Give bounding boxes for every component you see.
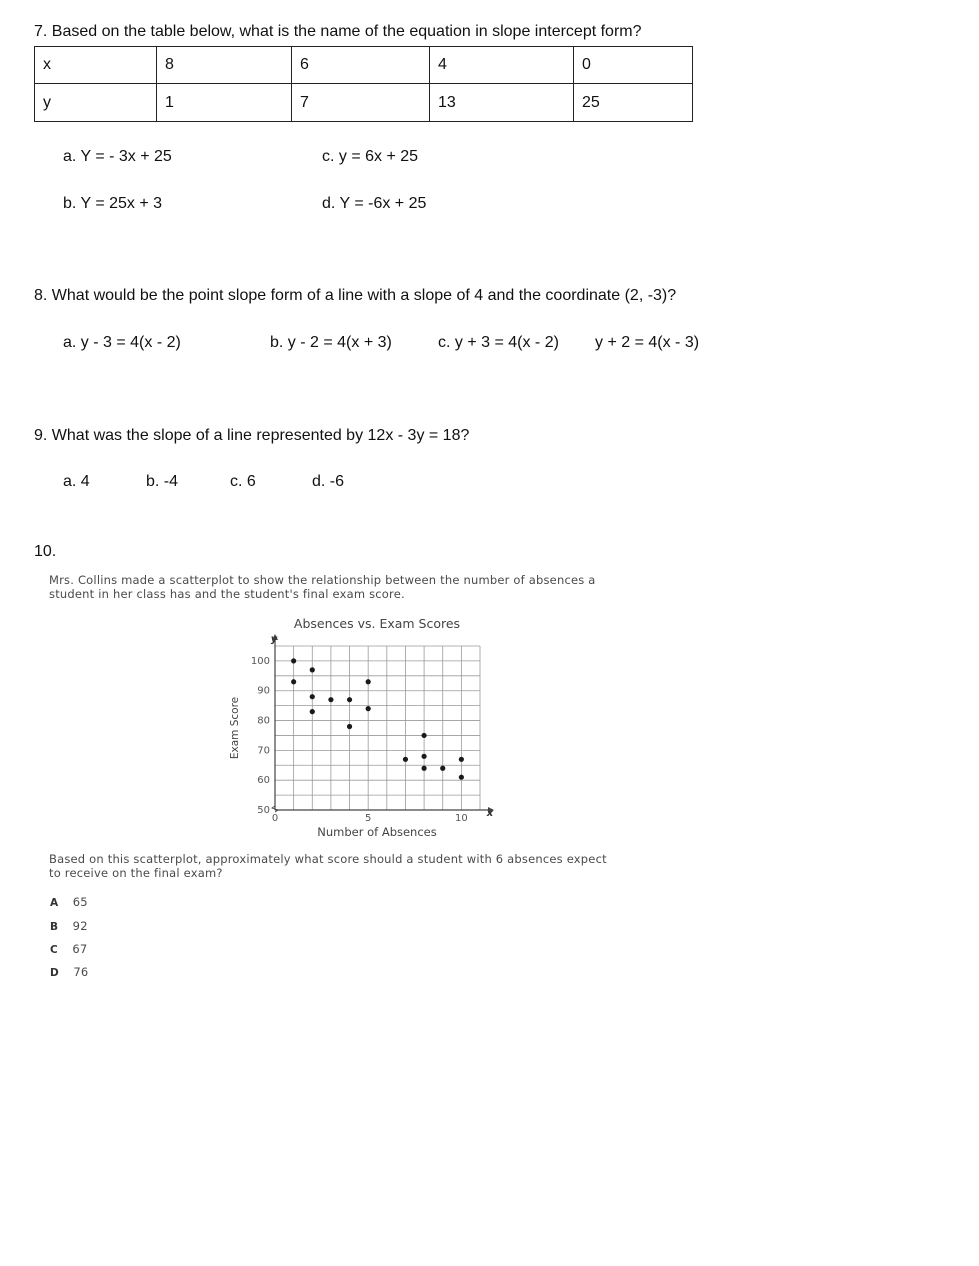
- chart-title: Absences vs. Exam Scores: [293, 616, 461, 631]
- q8-option-a: a. y - 3 = 4(x - 2): [63, 334, 181, 351]
- q7-option-b: b. Y = 25x + 3: [63, 195, 163, 212]
- x-axis-label: Number of Absences: [317, 825, 437, 839]
- grid: [275, 646, 480, 810]
- data-point: [291, 658, 296, 663]
- y-axis-letter: y: [270, 634, 278, 645]
- table-row: [35, 47, 693, 84]
- table-cell: y: [35, 84, 157, 122]
- data-point: [403, 757, 408, 762]
- data-point: [421, 766, 426, 771]
- option-value: 92: [72, 919, 88, 933]
- table-cell: 4: [430, 47, 574, 84]
- q9-option-d: d. -6: [312, 473, 345, 490]
- option-letter: D: [50, 967, 59, 979]
- y-tick-label: 100: [250, 655, 270, 667]
- q8-question: 8. What would be the point slope form of a line with a slope of 4 and the coordinate (2, -3)?: [34, 287, 677, 304]
- q9-option-c: c. 6: [230, 473, 256, 490]
- option-letter: C: [50, 944, 58, 956]
- data-point: [310, 694, 315, 699]
- table-cell: x: [35, 47, 157, 84]
- option-letter: A: [50, 897, 59, 909]
- q10-number: 10.: [34, 543, 57, 560]
- data-point: [291, 679, 296, 684]
- q7-table: [34, 46, 693, 122]
- q10-intro-line2: student in her class has and the student's final exam score.: [49, 587, 405, 601]
- scatterplot: [220, 610, 510, 845]
- q7-question: 7. Based on the table below, what is the name of the equation in slope intercept form?: [34, 23, 642, 40]
- q7-option-d: d. Y = -6x + 25: [322, 195, 427, 212]
- table-cell: 8: [157, 47, 292, 84]
- x-tick-label: 5: [364, 813, 372, 824]
- data-point: [328, 697, 333, 702]
- option-value: 67: [72, 942, 88, 956]
- y-tick-label: 70: [257, 745, 270, 757]
- data-point: [347, 724, 352, 729]
- option-value: 65: [72, 895, 88, 909]
- data-point: [459, 775, 464, 780]
- q9-option-b: b. -4: [146, 473, 179, 490]
- data-point: [347, 697, 352, 702]
- q8-option-b: b. y - 2 = 4(x + 3): [270, 334, 392, 351]
- data-point: [310, 667, 315, 672]
- q10-option-d: [50, 963, 88, 981]
- y-tick-label: 50: [257, 805, 270, 816]
- data-point: [440, 766, 445, 771]
- q8-option-c: c. y + 3 = 4(x - 2): [438, 334, 559, 351]
- table-cell: 6: [292, 47, 430, 84]
- x-tick-label: 0: [271, 813, 279, 824]
- q10-intro-line1: Mrs. Collins made a scatterplot to show the relationship between the number of absences a: [49, 573, 596, 587]
- data-point: [459, 757, 464, 762]
- table-cell: 13: [430, 84, 574, 122]
- y-tick-label: 80: [257, 715, 270, 727]
- data-point: [366, 679, 371, 684]
- table-row: [35, 84, 693, 122]
- q10-option-c: [50, 940, 87, 958]
- table-cell: 1: [157, 84, 292, 122]
- data-point: [366, 706, 371, 711]
- q10-question-line2: to receive on the final exam?: [49, 866, 223, 880]
- option-letter: B: [50, 921, 59, 933]
- q9-option-a: a. 4: [63, 473, 90, 490]
- q7-option-c: c. y = 6x + 25: [322, 148, 419, 165]
- table-cell: 7: [292, 84, 430, 122]
- data-point: [421, 733, 426, 738]
- x-tick-label: 10: [454, 813, 468, 824]
- data-point: [310, 709, 315, 714]
- data-points: [291, 658, 464, 779]
- option-value: 76: [73, 965, 89, 979]
- q10-question-line1: Based on this scatterplot, approximately what score should a student with 6 absences expect: [49, 852, 607, 866]
- table-cell: 0: [574, 47, 693, 84]
- y-axis-label: Exam Score: [229, 696, 241, 760]
- y-tick-label: 90: [257, 685, 270, 697]
- q9-question: 9. What was the slope of a line represented by 12x - 3y = 18?: [34, 427, 470, 444]
- x-axis-letter: x: [486, 808, 494, 819]
- q7-option-a: a. Y = - 3x + 25: [63, 148, 172, 165]
- q10-option-a: [50, 893, 88, 911]
- table-cell: 25: [574, 84, 693, 122]
- y-tick-label: 60: [257, 775, 270, 787]
- q8-option-d: y + 2 = 4(x - 3): [595, 334, 700, 351]
- data-point: [421, 754, 426, 759]
- q10-option-b: [50, 917, 88, 935]
- tick-labels: [251, 656, 468, 824]
